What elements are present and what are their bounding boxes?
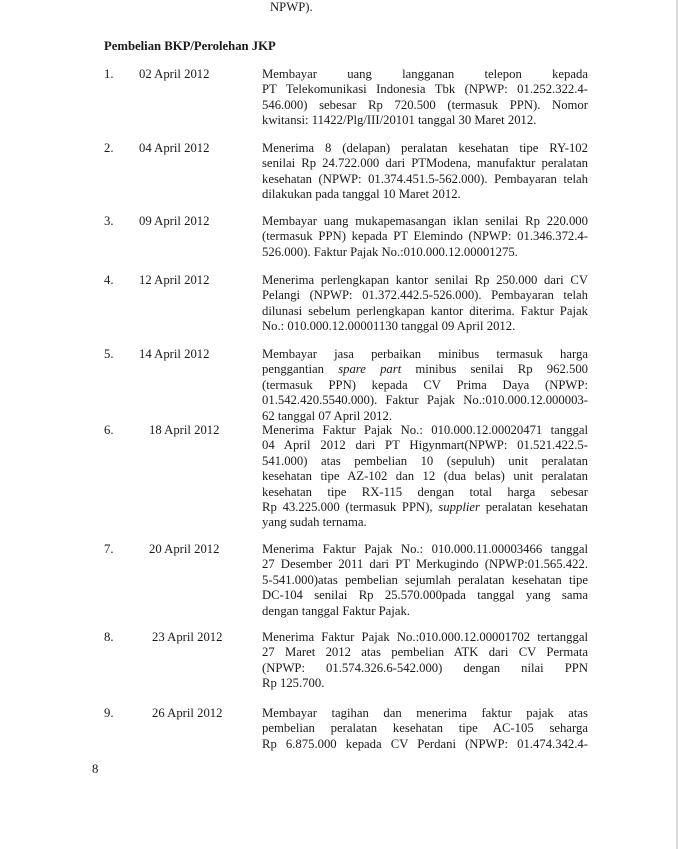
description-line: DC-104 senilai Rp 25.570.000pada tanggal yang sama [262, 588, 588, 603]
description-line: 27 Maret 2012 atas pembelian ATK dari CV Permata [262, 645, 588, 660]
item-description [262, 542, 588, 619]
section-title: Pembelian BKP/Perolehan JKP [104, 39, 276, 53]
item-date: 14 April 2012 [139, 347, 210, 361]
item-description [262, 630, 588, 692]
description-line: Rp 43.225.000 (termasuk PPN), supplier peralatan kesehatan [262, 500, 588, 515]
description-line: Membayar uang langganan telepon kepada [262, 67, 588, 81]
item-number: 5. [104, 347, 114, 361]
description-line: 04 April 2012 dari PT Higynmart(NPWP: 01.521.422.5- [262, 438, 588, 453]
item-description [262, 141, 588, 203]
item-number: 8. [104, 630, 114, 644]
continued-text-fragment: NPWP). [270, 0, 313, 14]
item-number: 1. [104, 67, 114, 81]
description-line: 541.000) atas pembelian 10 (sepuluh) unit peralatan [262, 453, 588, 468]
description-line: pembelian peralatan kesehatan tipe AC-105 seharga [262, 721, 588, 736]
item-date: 02 April 2012 [139, 67, 210, 81]
description-line: Rp 125.700. [262, 676, 325, 691]
description-line: Rp 6.875.000 kepada CV Perdani (NPWP: 01.474.342.4- [262, 736, 588, 751]
item-date: 12 April 2012 [139, 273, 210, 287]
description-line: Membayar uang mukapemasangan iklan senilai Rp 220.000 [262, 214, 588, 228]
description-line: 546.000) sebesar Rp 720.500 (termasuk PPN). Nomor [262, 97, 588, 112]
description-line: dilakukan pada tanggal 10 Maret 2012. [262, 187, 461, 202]
description-line: dilunasi sebelum perlengkapan kantor diterima. Faktur Pajak [262, 303, 588, 318]
item-description [262, 67, 588, 129]
description-line: 62 tanggal 07 April 2012. [262, 408, 393, 423]
item-date: 23 April 2012 [152, 630, 223, 644]
item-description [262, 347, 588, 424]
italic-term: supplier [438, 500, 480, 515]
description-line: kwitansi: 11422/Plg/III/20101 tanggal 30 Maret 2012. [262, 113, 537, 128]
item-number: 9. [104, 706, 114, 720]
italic-term: spare part [338, 362, 402, 377]
description-line: kesehatan tipe AZ-102 dan 12 (dua belas) unit peralatan [262, 469, 588, 484]
item-description [262, 273, 588, 335]
item-date: 26 April 2012 [152, 706, 223, 720]
description-line: Menerima Faktur Pajak No.: 010.000.11.00003466 tanggal [262, 542, 588, 556]
description-line: Membayar tagihan dan menerima faktur pajak atas [262, 706, 588, 720]
item-date: 04 April 2012 [139, 141, 210, 155]
description-line: (termasuk PPN) kepada PT Elemindo (NPWP: 01.346.372.4- [262, 229, 588, 244]
page-number: 8 [92, 762, 99, 776]
description-line: penggantian spare part minibus senilai Rp 962.500 [262, 362, 589, 377]
description-line: Pelangi (NPWP: 01.372.442.5-526.000). Pembayaran telah [262, 288, 588, 303]
item-description [262, 706, 588, 752]
item-number: 2. [104, 141, 114, 155]
description-line: 526.000). Faktur Pajak No.:010.000.12.00001275. [262, 244, 518, 259]
description-line: No.: 010.000.12.00001130 tanggal 09 April 2012. [262, 319, 516, 334]
description-line: PT Telekomunikasi Indonesia Tbk (NPWP: 01.252.322.4- [262, 82, 588, 97]
description-line: 01.542.420.5540.000). Faktur Pajak No.:010.000.12.000003- [262, 393, 588, 408]
description-line: Menerima perlengkapan kantor senilai Rp 250.000 dari CV [262, 273, 588, 287]
item-description [262, 214, 588, 260]
description-line: 5-541.000)atas pembelian sejumlah peralatan kesehatan tipe [262, 572, 588, 587]
item-date: 20 April 2012 [149, 542, 220, 556]
description-line: senilai Rp 24.722.000 dari PTModena, manufaktur peralatan [262, 156, 588, 171]
description-line: (NPWP: 01.574.326.6-542.000) dengan nilai PPN [262, 660, 588, 675]
description-line: Menerima Faktur Pajak No.: 010.000.12.00020471 tanggal [262, 423, 588, 437]
description-line: kesehatan tipe RX-115 dengan total harga sebesar [262, 484, 588, 499]
item-number: 6. [104, 423, 114, 437]
description-line: Menerima Faktur Pajak No.:010.000.12.00001702 tertanggal [262, 630, 588, 644]
description-line: Membayar jasa perbaikan minibus termasuk harga [262, 347, 588, 361]
description-line: yang sudah ternama. [262, 515, 367, 530]
item-number: 3. [104, 214, 114, 228]
description-line: kesehatan (NPWP: 01.374.451.5-562.000). Pembayaran telah [262, 171, 588, 186]
item-number: 4. [104, 273, 114, 287]
description-line: Menerima 8 (delapan) peralatan kesehatan tipe RY-102 [262, 141, 588, 155]
item-date: 09 April 2012 [139, 214, 210, 228]
item-date: 18 April 2012 [149, 423, 220, 437]
description-line: dengan tanggal Faktur Pajak. [262, 603, 410, 618]
item-description [262, 423, 588, 531]
description-line: 27 Desember 2011 dari PT Merkugindo (NPWP:01.565.422. [262, 557, 588, 572]
item-number: 7. [104, 542, 114, 556]
description-line: (termasuk PPN) kepada CV Prima Daya (NPWP: [262, 377, 588, 392]
